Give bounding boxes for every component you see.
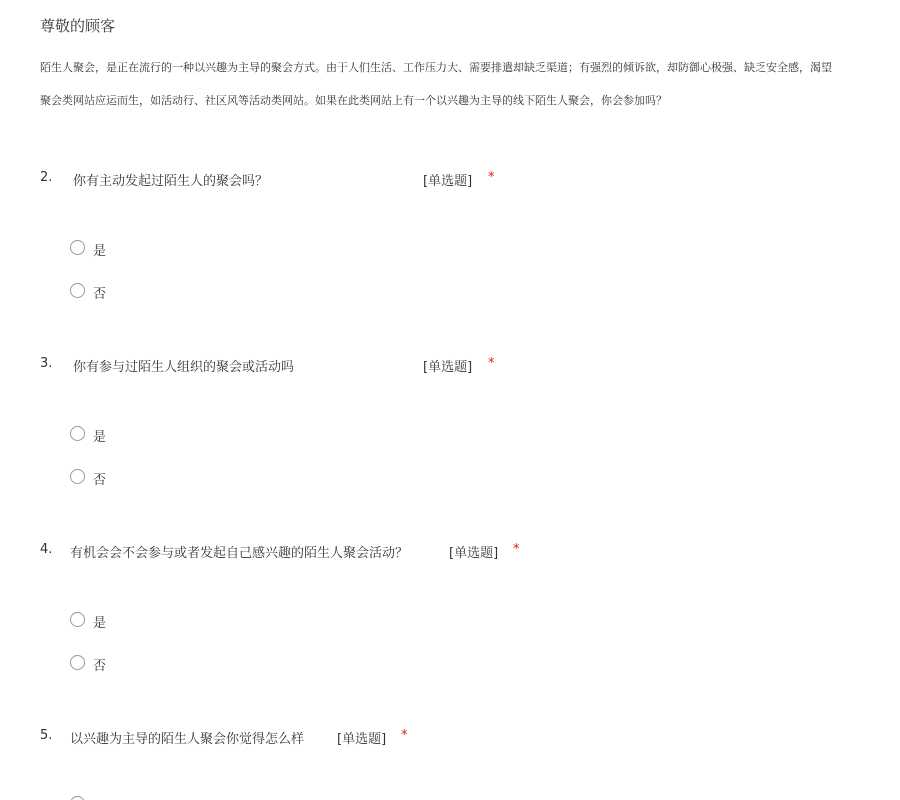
required-marker: * (488, 356, 495, 371)
greeting-heading: 尊敬的顾客 (40, 17, 116, 35)
question-number: 4. (40, 542, 53, 557)
radio-button[interactable] (70, 796, 85, 800)
question-number: 3. (40, 356, 53, 371)
radio-button[interactable] (70, 426, 85, 441)
intro-text-line-1: 陌生人聚会，是正在流行的一种以兴趣为主导的聚会方式。由于人们生活、工作压力大、需要排遣却缺乏渠道；有强烈的倾诉欲，却防御心极强、缺乏安全感，渴望 (40, 61, 832, 74)
required-marker: * (488, 170, 495, 185)
option-label: 否 (93, 659, 107, 674)
option-label: 否 (93, 473, 107, 488)
question-text: 你有参与过陌生人组织的聚会或活动吗 (73, 360, 295, 375)
option-label: 否 (93, 287, 107, 302)
radio-button[interactable] (70, 240, 85, 255)
required-marker: * (401, 728, 408, 743)
question-type-badge: [单选题] (337, 732, 387, 747)
question-number: 2. (40, 170, 53, 185)
option-label: 是 (93, 616, 107, 631)
question-type-badge: [单选题] (423, 174, 473, 189)
option-label: 是 (93, 244, 107, 259)
intro-text-line-2: 聚会类网站应运而生，如活动行、社区风等活动类网站。如果在此类网站上有一个以兴趣为主导的线下陌生人聚会，你会参加吗？ (40, 94, 667, 107)
radio-button[interactable] (70, 612, 85, 627)
radio-button[interactable] (70, 469, 85, 484)
question-text: 你有主动发起过陌生人的聚会吗？ (73, 174, 269, 189)
question-type-badge: [单选题] (423, 360, 473, 375)
question-text: 有机会会不会参与或者发起自己感兴趣的陌生人聚会活动？ (70, 546, 409, 561)
option-label: 是 (93, 430, 107, 445)
required-marker: * (513, 542, 520, 557)
question-type-badge: [单选题] (449, 546, 499, 561)
question-number: 5. (40, 728, 53, 743)
radio-button[interactable] (70, 283, 85, 298)
radio-button[interactable] (70, 655, 85, 670)
question-text: 以兴趣为主导的陌生人聚会你觉得怎么样 (70, 732, 305, 747)
